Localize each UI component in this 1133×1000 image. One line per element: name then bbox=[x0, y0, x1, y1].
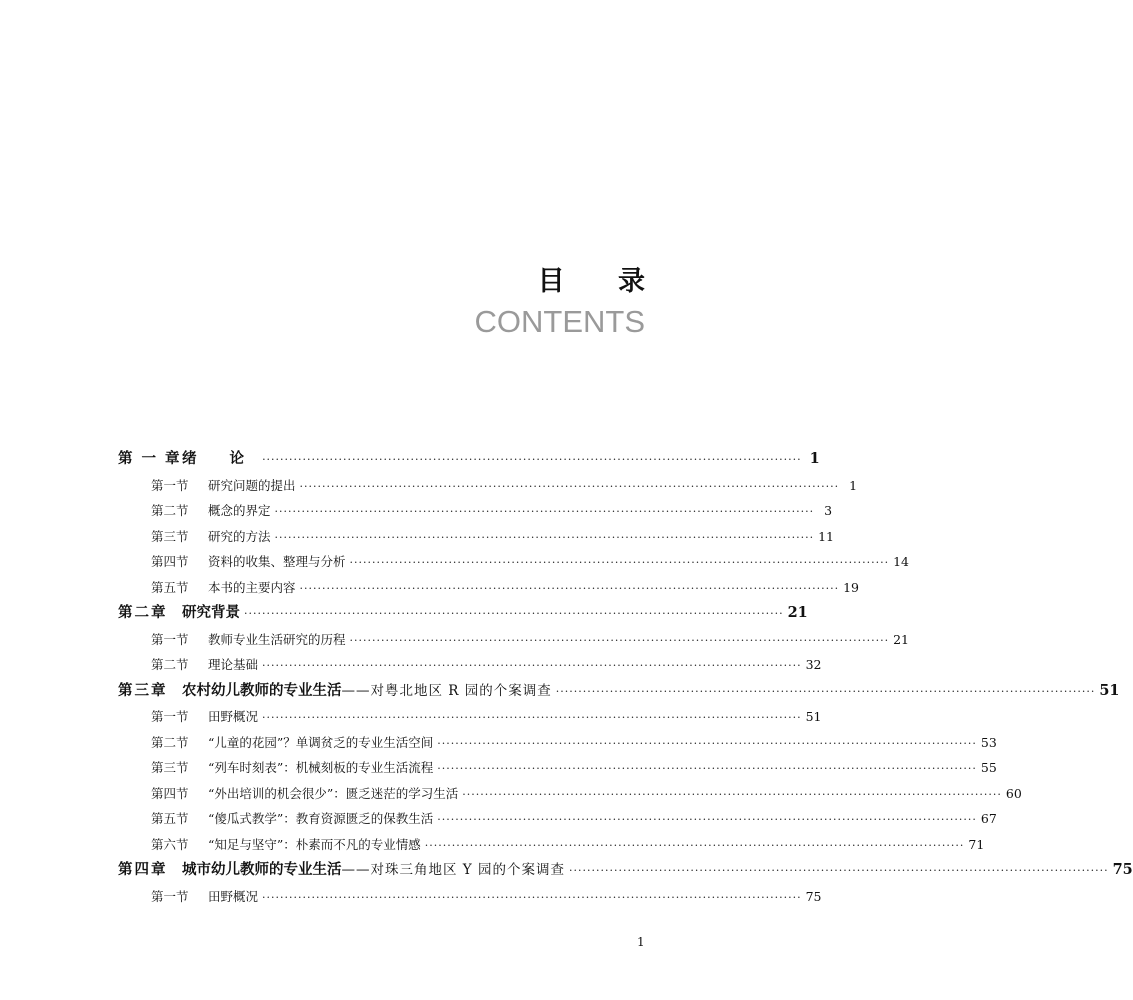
toc-section-row[interactable] bbox=[118, 652, 822, 678]
toc-entry-label: 第一节 bbox=[151, 477, 189, 493]
toc-entry-page: 51 bbox=[1099, 681, 1120, 699]
dot-leader: ························································································································ bbox=[244, 607, 784, 620]
toc-entry-page: 32 bbox=[805, 657, 822, 672]
toc-entry-label: 第五节 bbox=[151, 811, 189, 826]
toc-entry-title: 概念的界定 bbox=[208, 503, 271, 518]
dot-leader: ························································································································ bbox=[262, 659, 802, 672]
page-number: 1 bbox=[637, 935, 645, 949]
toc-entry-label: 第一节 bbox=[151, 709, 189, 724]
dot-leader: ························································································································ bbox=[437, 736, 977, 750]
toc-entry-title: 田野概况 bbox=[208, 709, 259, 724]
dot-leader: ························································································································ bbox=[299, 581, 840, 595]
dot-leader: ························································································································ bbox=[437, 813, 977, 826]
toc-entry-page: 1 bbox=[849, 477, 858, 493]
dot-leader: ························································································································ bbox=[437, 762, 977, 775]
toc-chapter-row[interactable] bbox=[118, 857, 1133, 884]
toc-entry-title: 理论基础 bbox=[208, 657, 259, 672]
toc-entry-title: 绪 论 bbox=[182, 450, 259, 467]
dot-leader: ························································································································ bbox=[262, 453, 802, 466]
toc-section-row[interactable] bbox=[118, 575, 860, 601]
dot-leader: ························································································································ bbox=[274, 505, 815, 518]
toc-entry-title: 城市幼儿教师的专业生活 bbox=[182, 861, 342, 878]
dot-leader: ························································································································ bbox=[349, 633, 890, 647]
title-cn: 目 录 bbox=[537, 266, 667, 297]
toc-section-row[interactable] bbox=[118, 473, 858, 499]
toc-entry-title: “傻瓜式教学”：教育资源匮乏的保教生活 bbox=[208, 811, 434, 826]
toc-entry-page: 67 bbox=[980, 811, 997, 826]
toc-entry-page: 3 bbox=[824, 503, 833, 518]
dot-leader: ························································································································ bbox=[569, 864, 1109, 877]
dot-leader: ························································································································ bbox=[262, 890, 802, 904]
toc-entry-title: 教师专业生活研究的历程 bbox=[208, 631, 346, 647]
toc-entry-page: 51 bbox=[805, 709, 822, 724]
toc-chapter-row[interactable] bbox=[118, 600, 808, 627]
toc-section-row[interactable] bbox=[118, 832, 985, 858]
toc-entry-label: 第一章 bbox=[118, 450, 189, 467]
toc-section-row[interactable] bbox=[118, 884, 822, 910]
toc-entry-title: 研究问题的提出 bbox=[208, 477, 296, 493]
toc-entry-label: 第三章 bbox=[118, 681, 168, 699]
toc-entry-title: 农村幼儿教师的专业生活 bbox=[182, 681, 342, 699]
toc-entry-title: 研究背景 bbox=[182, 604, 240, 621]
toc-section-row[interactable] bbox=[118, 549, 910, 575]
title-en: CONTENTS bbox=[474, 304, 645, 339]
toc-entry-title: 田野概况 bbox=[208, 888, 259, 904]
dot-leader: ························································································································ bbox=[274, 530, 815, 544]
dot-leader: ························································································································ bbox=[299, 479, 840, 493]
toc-entry-title: 本书的主要内容 bbox=[208, 579, 296, 595]
toc-entry-page: 21 bbox=[893, 631, 910, 647]
dot-leader: ························································································································ bbox=[349, 556, 890, 569]
toc-entry-title: “外出培训的机会很少”：匮乏迷茫的学习生活 bbox=[208, 785, 459, 801]
toc-entry-label: 第四节 bbox=[151, 554, 189, 569]
table-of-contents bbox=[118, 446, 1133, 909]
toc-entry-label: 第二节 bbox=[151, 734, 189, 750]
toc-section-row[interactable] bbox=[118, 755, 997, 781]
toc-entry-label: 第四章 bbox=[118, 861, 168, 878]
toc-entry-page: 1 bbox=[809, 450, 820, 467]
toc-entry-page: 21 bbox=[787, 604, 808, 621]
toc-section-row[interactable] bbox=[118, 781, 1022, 807]
toc-section-row[interactable] bbox=[118, 730, 997, 756]
toc-section-row[interactable] bbox=[118, 524, 835, 550]
toc-entry-label: 第五节 bbox=[151, 579, 189, 595]
toc-entry-page: 55 bbox=[980, 760, 997, 775]
toc-entry-label: 第二节 bbox=[151, 503, 189, 518]
toc-chapter-row[interactable] bbox=[118, 446, 820, 473]
toc-entry-title: 资料的收集、整理与分析 bbox=[208, 554, 346, 569]
toc-section-row[interactable] bbox=[118, 498, 833, 524]
toc-entry-page: 75 bbox=[805, 888, 822, 904]
toc-entry-title: “儿童的花园”？单调贫乏的专业生活空间 bbox=[208, 734, 434, 750]
toc-section-row[interactable] bbox=[118, 806, 997, 832]
dot-leader: ························································································································ bbox=[462, 787, 1002, 801]
toc-entry-subtitle: ——对粤北地区 R 园的个案调查 bbox=[341, 682, 552, 699]
toc-entry-label: 第六节 bbox=[151, 836, 189, 852]
toc-entry-label: 第二节 bbox=[151, 657, 189, 672]
toc-entry-subtitle: ——对珠三角地区 Y 园的个案调查 bbox=[341, 862, 565, 878]
toc-heading bbox=[474, 262, 667, 340]
dot-leader: ························································································································ bbox=[424, 838, 965, 852]
toc-entry-page: 14 bbox=[893, 554, 910, 569]
toc-entry-label: 第四节 bbox=[151, 785, 189, 801]
dot-leader: ························································································································ bbox=[262, 711, 802, 724]
dot-leader: ························································································································ bbox=[555, 684, 1096, 698]
toc-section-row[interactable] bbox=[118, 704, 822, 730]
toc-entry-label: 第三节 bbox=[151, 760, 189, 775]
toc-entry-page: 19 bbox=[843, 579, 860, 595]
toc-entry-page: 53 bbox=[980, 734, 997, 750]
toc-entry-title: 研究的方法 bbox=[208, 528, 271, 544]
toc-entry-label: 第三节 bbox=[151, 528, 189, 544]
toc-chapter-row[interactable] bbox=[118, 678, 1120, 705]
toc-entry-page: 60 bbox=[1005, 785, 1022, 801]
toc-entry-page: 75 bbox=[1112, 861, 1133, 878]
toc-entry-title: “知足与坚守”：朴素而不凡的专业情感 bbox=[208, 836, 421, 852]
toc-entry-label: 第二章 bbox=[118, 604, 168, 621]
toc-section-row[interactable] bbox=[118, 627, 910, 653]
toc-entry-page: 71 bbox=[968, 836, 985, 852]
toc-entry-label: 第一节 bbox=[151, 888, 189, 904]
toc-entry-title: “列车时刻表”：机械刻板的专业生活流程 bbox=[208, 760, 434, 775]
toc-entry-page: 11 bbox=[818, 528, 835, 544]
toc-entry-label: 第一节 bbox=[151, 631, 189, 647]
